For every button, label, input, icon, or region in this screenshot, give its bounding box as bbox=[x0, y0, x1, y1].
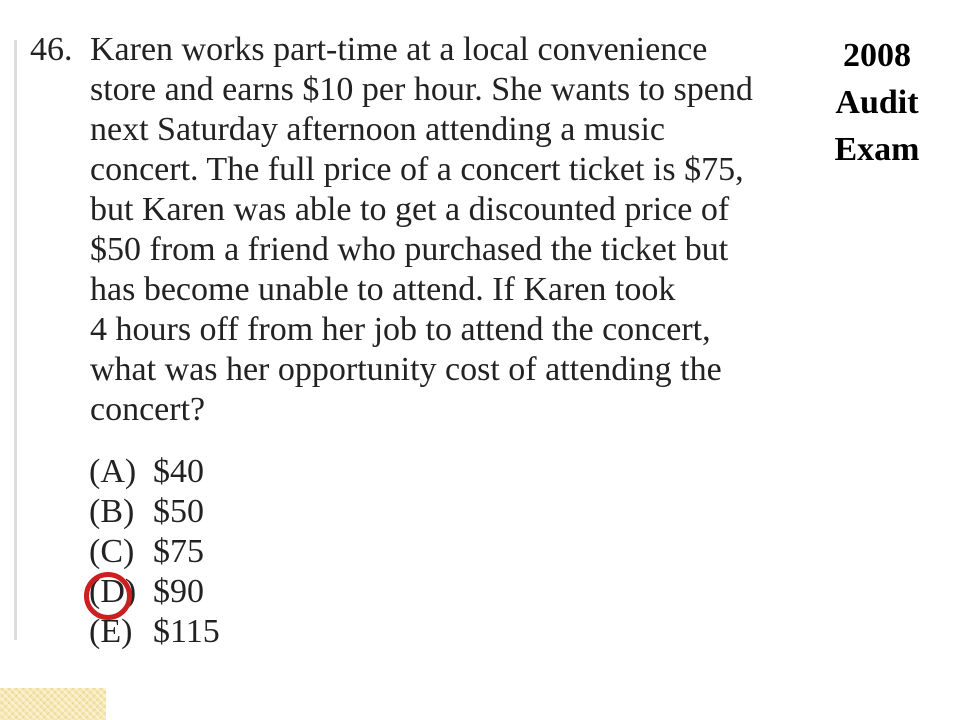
exam-source-label bbox=[822, 32, 932, 173]
left-border-rule bbox=[14, 40, 17, 640]
answer-circle-mark bbox=[84, 572, 132, 620]
exam-type: Exam bbox=[834, 131, 920, 168]
choice-letter: (D) bbox=[89, 573, 137, 610]
choice-text: $50 bbox=[153, 493, 204, 530]
choice-a bbox=[89, 452, 220, 492]
decorative-corner-block bbox=[0, 688, 106, 720]
choice-letter: (B) bbox=[89, 493, 135, 530]
stem-line: but Karen was able to get a discounted price of bbox=[90, 191, 730, 228]
choice-letter: (A) bbox=[89, 453, 137, 490]
stem-line: next Saturday afternoon attending a music bbox=[90, 111, 665, 148]
choice-letter: (E) bbox=[89, 613, 133, 650]
stem-line: what was her opportunity cost of attending the bbox=[90, 351, 722, 388]
stem-line: Karen works part-time at a local convenience bbox=[90, 31, 708, 68]
stem-line: store and earns $10 per hour. She wants to spend bbox=[90, 71, 753, 108]
choice-text: $40 bbox=[153, 453, 204, 490]
choice-text: $115 bbox=[153, 613, 220, 650]
stem-line: concert? bbox=[90, 391, 206, 428]
stem-line: $50 from a friend who purchased the ticket but bbox=[90, 231, 729, 268]
exam-year: 2008 bbox=[843, 37, 911, 74]
choice-letter: (C) bbox=[89, 533, 135, 570]
answer-choices bbox=[89, 452, 220, 652]
choice-text: $75 bbox=[153, 533, 204, 570]
choice-c bbox=[89, 532, 220, 572]
stem-line: concert. The full price of a concert ticket is $75, bbox=[90, 151, 744, 188]
question-stem bbox=[90, 30, 830, 430]
exam-name: Audit bbox=[835, 84, 919, 121]
choice-b bbox=[89, 492, 220, 532]
stem-line: 4 hours off from her job to attend the concert, bbox=[90, 311, 711, 348]
stem-line: has become unable to attend. If Karen took bbox=[90, 271, 676, 308]
question-number: 46. bbox=[30, 31, 73, 68]
choice-text: $90 bbox=[153, 573, 204, 610]
